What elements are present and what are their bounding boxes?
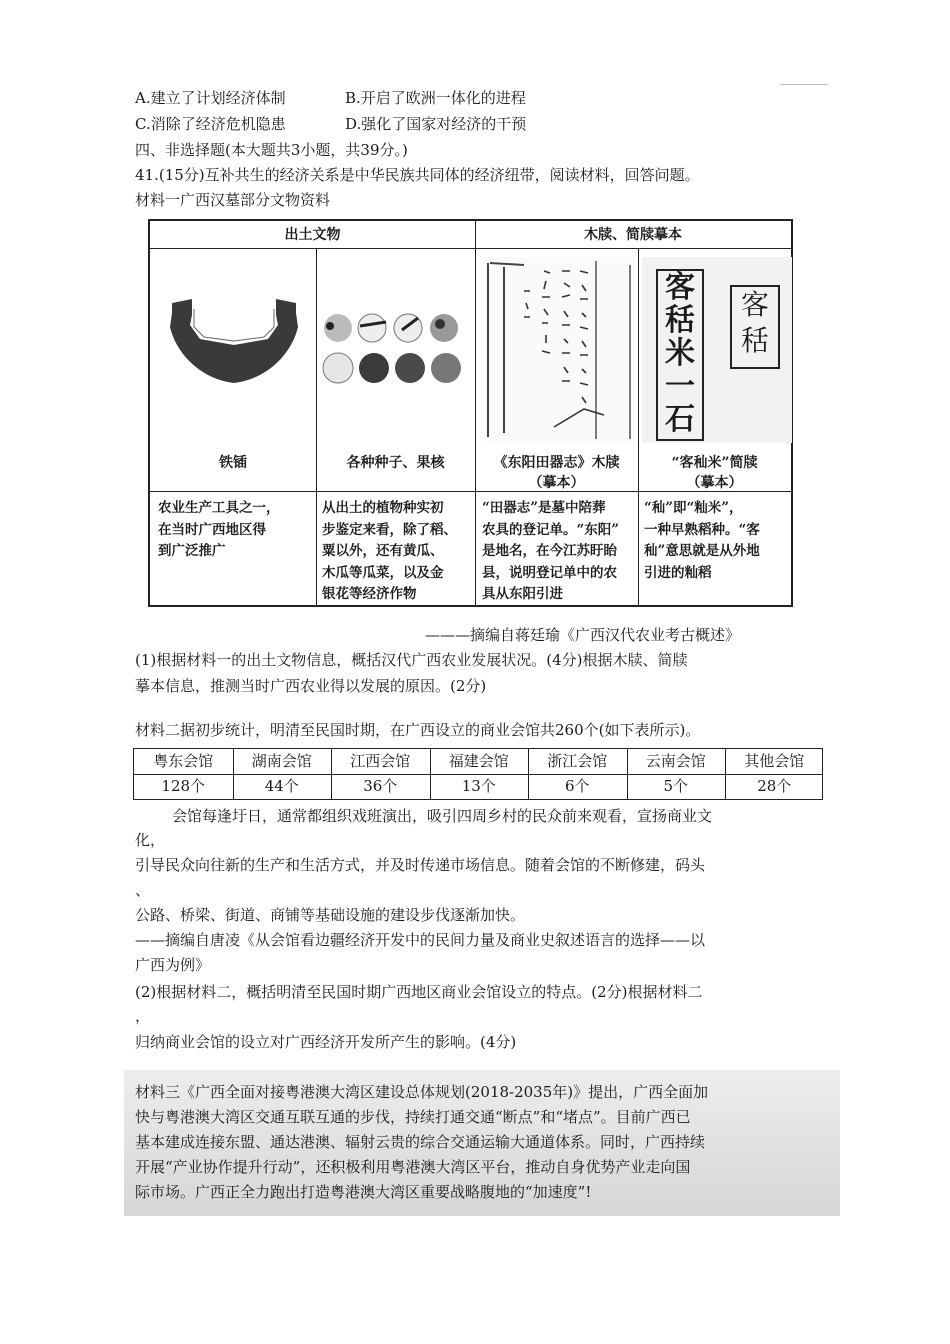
option-d: D.强化了国家对经济的干预 (345, 115, 527, 133)
material-3-line-2: 快与粤港澳大湾区交通互联互通的步伐，持续打通交通“断点”和“堵点”。目前广西已 (135, 1108, 691, 1126)
material-3-line-3: 基本建成连接东盟、通达港澳、辐射云贵的综合交通运输大通道体系。同时，广西持续 (135, 1133, 706, 1151)
value-cell: 28个 (757, 777, 792, 795)
material-1-source: ———摘编自蒋廷瑜《广西汉代农业考古概述》 (425, 626, 741, 644)
header-cell: 云南会馆 (645, 752, 706, 770)
material-3-line-4: 开展“产业协作提升行动”，还积极利用粤港澳大湾区平台，推动自身优势产业走向国 (135, 1158, 691, 1176)
header-cell: 粤东会馆 (153, 752, 214, 770)
material-1-title: 材料一广西汉墓部分文物资料 (135, 191, 331, 209)
header-slip-copies: 木牍、简牍摹本 (475, 221, 791, 249)
desc-iron-spade: 农业生产工具之一， 在当时广西地区得 到广泛推广 (158, 500, 280, 559)
material-3-line-5: 际市场。广西正全力跑出打造粤港澳大湾区重要战略腹地的“加速度”! (135, 1183, 592, 1201)
caption-iron-spade: 铁锸 (219, 455, 247, 471)
value-cell: 128个 (161, 777, 206, 795)
desc-seeds: 从出土的植物种实初 步鉴定来看，除了稻、 粟以外，还有黄瓜、 木瓜等瓜菜，以及金 银花等经济作物 (322, 500, 457, 602)
value-cell: 13个 (461, 777, 496, 795)
material-2-para-2: 化， (135, 831, 166, 849)
wooden-slip-image (484, 257, 634, 443)
header-cell: 湖南会馆 (251, 752, 312, 770)
caption-bamboo-slip: “客秈米”简牍 (671, 455, 758, 471)
guild-hall-table (133, 748, 823, 800)
seeds-image (320, 306, 470, 396)
material-2-para-1: 会馆每逢圩日，通常都组织戏班演出，吸引四周乡村的民众前来观看，宣扬商业文 (172, 807, 713, 825)
slip-characters-long: 客 秳 米 一 石 (656, 269, 704, 441)
question-2-line-1: (2)根据材料二，概括明清至民国时期广西地区商业会馆设立的特点。(2分)根据材料二 (135, 983, 703, 1001)
question-1-line-1: (1)根据材料一的出土文物信息，概括汉代广西农业发展状况。(4分)根据木牍、简牍 (135, 651, 688, 669)
material-3-line-1: 材料三《广西全面对接粤港澳大湾区建设总体规划(2018-2035年)》提出，广西全面加 (135, 1083, 709, 1101)
question-2-line-2: ， (135, 1007, 151, 1025)
header-cell: 福建会馆 (448, 752, 509, 770)
material-2-source-2: 广西为例》 (135, 956, 211, 974)
option-a: A.建立了计划经济体制 (135, 89, 286, 107)
header-unearthed-relics: 出土文物 (150, 221, 475, 249)
page-edge-line (780, 84, 828, 85)
material-2-intro: 材料二据初步统计，明清至民国时期，在广西设立的商业会馆共260个(如下表所示)。 (135, 721, 701, 739)
header-cell: 浙江会馆 (547, 752, 608, 770)
caption-bamboo-slip-note: （摹本） (686, 475, 743, 491)
material-2-para-5: 公路、桥梁、街道、商铺等基础设施的建设步伐逐渐加快。 (135, 906, 526, 924)
question-41-intro: 41.(15分)互补共生的经济关系是中华民族共同体的经济纽带，阅读材料，回答问题。 (135, 166, 700, 184)
value-cell: 36个 (363, 777, 398, 795)
caption-wooden-slip-note: （摹本） (528, 475, 585, 491)
option-b: B.开启了欧洲一体化的进程 (345, 89, 526, 107)
slip-characters-short: 客 秳 (730, 285, 780, 369)
material-2-source-1: ——摘编自唐凌《从会馆看边疆经济开发中的民间力量及商业史叙述语言的选择——以 (135, 931, 706, 949)
section-title: 四、非选择题(本大题共3小题，共39分。) (135, 141, 408, 159)
bamboo-slip-image (642, 257, 792, 443)
material-1-table (148, 219, 793, 607)
iron-spade-image (164, 291, 304, 391)
material-2-para-4: 、 (135, 881, 151, 899)
question-1-line-2: 摹本信息，推测当时广西农业得以发展的原因。(2分) (135, 677, 487, 695)
caption-wooden-slip: 《东阳田器志》木牍 (493, 455, 620, 471)
question-2-line-3: 归纳商业会馆的设立对广西经济开发所产生的影响。(4分) (135, 1033, 517, 1051)
value-cell: 5个 (663, 777, 689, 795)
caption-seeds: 各种种子、果核 (346, 455, 445, 471)
desc-wooden-slip: “田器志”是墓中陪葬 农具的登记单。“东阳” 是地名，在今江苏盱眙 县，说明登记单中的农 具从东阳引进 (482, 500, 620, 602)
value-cell: 44个 (264, 777, 299, 795)
option-c: C.消除了经济危机隐患 (135, 115, 286, 133)
desc-bamboo-slip: “秈”即“籼米”， 一种早熟稻种。“客 秈”意思就是从外地 引进的籼稻 (644, 500, 760, 581)
material-2-para-3: 引导民众向往新的生产和生活方式，并及时传递市场信息。随着会馆的不断修建，码头 (135, 856, 706, 874)
header-cell: 其他会馆 (744, 752, 805, 770)
header-cell: 江西会馆 (350, 752, 411, 770)
value-cell: 6个 (564, 777, 590, 795)
